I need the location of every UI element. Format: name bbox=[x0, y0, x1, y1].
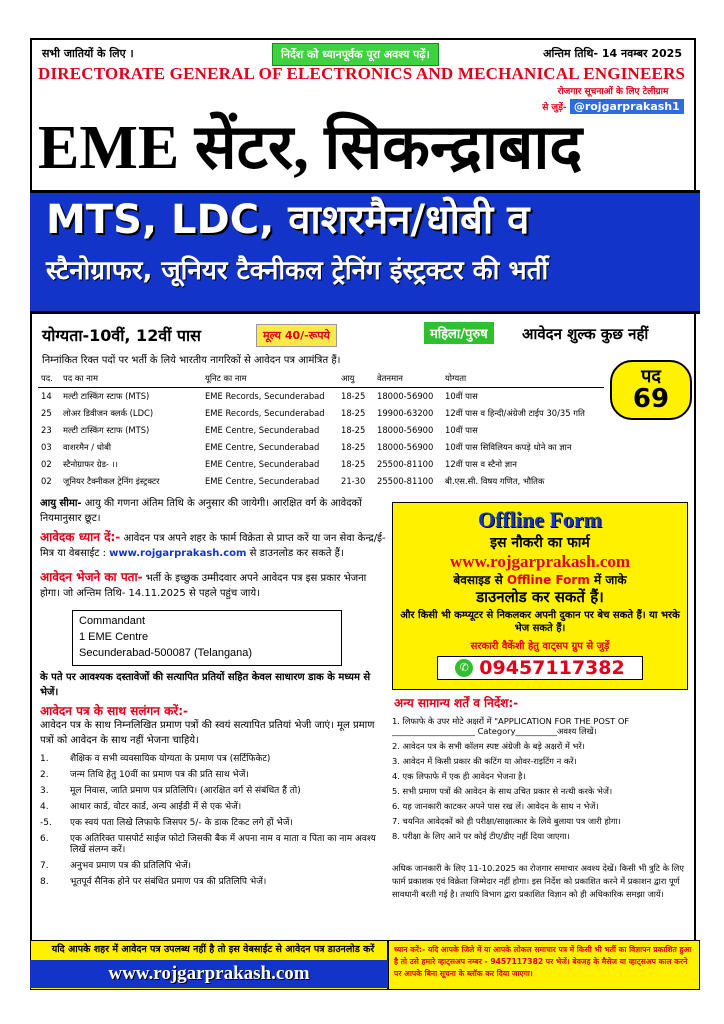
cell: 02 bbox=[41, 476, 52, 486]
phone-number: 09457117382 bbox=[479, 657, 625, 679]
terms-list bbox=[392, 716, 692, 846]
banner-line2: स्टैनोग्राफर, जूनियर टैक्नीकल ट्रेनिंग इंस्ट्रक्टर की भर्ती bbox=[46, 256, 549, 286]
application-fee: आवेदन शुल्क कुछ नहीं bbox=[522, 325, 649, 343]
attention-text: यदि आपके जिले में या आपके लोकल समाचार पत्र में किसी भी भर्ती का विज्ञापन प्रकाशित हुआ है तो उसे हमारे व्हाट्सअप नम्बर - 9457117382 पर भेजें। बेवजह के मैसेज या व्हाट्सअप काल करने पर आपके बिना सूचना के ब्लॉक कर दिया जाएगा। bbox=[394, 945, 692, 978]
address-label: आवेदन भेजने का पता- bbox=[40, 570, 143, 584]
table-row bbox=[38, 439, 604, 456]
cell: 03 bbox=[41, 442, 52, 452]
terms-title: अन्य सामान्य शर्तें व निर्देश:- bbox=[394, 696, 519, 710]
list-item: 2. आवेदन पत्र के सभी कॉलम स्पष्ट अंग्रेजी के बड़े अक्षरों में भरें। bbox=[392, 741, 585, 751]
age-label: आयु सीमा- bbox=[40, 498, 82, 509]
list-item: 4. आधार कार्ड, वोटर कार्ड, अन्य आईडी में से एक भेजें। bbox=[40, 802, 242, 812]
cell: 12वीं पास व हिन्दी/अंग्रेजी टाईप 30/35 गति bbox=[445, 407, 585, 418]
offline-line1: बेवसाइड से Offline Form में जाके bbox=[453, 573, 627, 587]
col-qualification: योग्यता bbox=[442, 370, 604, 388]
qualification: योग्यता-10वीं, 12वीं पास bbox=[42, 326, 201, 345]
whatsapp-icon: ✆ bbox=[455, 659, 473, 677]
attention-box bbox=[388, 940, 700, 990]
cell: स्टैनोग्राफर ग्रेड- ।। bbox=[63, 458, 118, 469]
cell: 18-25 bbox=[341, 425, 366, 435]
cell: 19900-63200 bbox=[377, 408, 434, 418]
notice-page bbox=[30, 38, 696, 986]
table-row bbox=[38, 388, 604, 405]
last-date: अन्तिम तिथि- 14 नवम्बर 2025 bbox=[543, 47, 682, 60]
cell: 18000-56900 bbox=[377, 425, 434, 435]
list-item: 3. मूल निवास, जाति प्रमाण पत्र प्रतिलिपि। (आरक्षित वर्ग से संबंधित हैं तो) bbox=[40, 786, 301, 796]
telegram-line1: रोजगार सूचनाओं के लिए टेलीग्राम bbox=[557, 87, 669, 97]
total-posts-badge bbox=[610, 360, 692, 420]
cell: EME Centre, Secunderabad bbox=[205, 476, 320, 486]
list-item: -5. एक स्वयं पता लिखे लिफाफे जिसपर 5/- के डाक टिकट लगे हों भेजें। bbox=[40, 818, 293, 828]
attach-title: आवेदन पत्र के साथ सलंगन करें:- bbox=[40, 704, 188, 718]
address-line: Secunderabad-500087 (Telangana) bbox=[79, 647, 253, 659]
cell: EME Records, Secunderabad bbox=[205, 391, 325, 402]
cell: 21-30 bbox=[341, 476, 366, 486]
col-post-name: पद का नाम bbox=[60, 370, 202, 388]
cell: मल्टी टास्किंग स्टाफ (MTS) bbox=[63, 424, 150, 435]
telegram-handle[interactable]: @rojgarprakash1 bbox=[570, 99, 684, 114]
banner-line1: MTS, LDC, वाशरमैन/धोबी व bbox=[46, 197, 530, 243]
note-label: आवेदक ध्यान दें:- bbox=[40, 530, 121, 544]
posts-label: पद bbox=[641, 366, 661, 387]
price-badge: मूल्य 40/-रूपये bbox=[256, 324, 337, 347]
download-text: यदि आपके शहर में आवेदन पत्र उपलब्ध नहीं है तो इस वेबसाईट से आवेदन पत्र डाउनलोड करें bbox=[51, 944, 375, 955]
cell: 10वीं पास bbox=[445, 424, 478, 435]
cell: 23 bbox=[41, 425, 52, 435]
extra-info: अधिक जानकारी के लिए 11-10.2025 का रोजगार समाचार अवश्य देखें। किसी भी त्रुटि के लिए फार्म प्रकाशक एवं विक्रेता जिम्मेदार नहीं होगा। इस निर्देश को प्रकाशित करने में प्रकाशन द्वारा पूर्ण सावधानी बरती गई है। तथापि विभाग द्वारा प्रकाशित विज्ञान को ही अधिकारिक समझा जायें। bbox=[392, 863, 684, 899]
cell: 18-25 bbox=[341, 408, 366, 418]
offline-line2: डाउनलोड कर सकतें हैं। bbox=[476, 588, 604, 606]
cell: 12वीं पास व स्टैनो ज्ञान bbox=[445, 458, 517, 469]
department-title: DIRECTORATE GENERAL OF ELECTRONICS AND MECHANICAL ENGINEERS bbox=[38, 64, 686, 83]
whatsapp-text: सरकारी वैकेंशी हेतु वाट्सप ग्रुप से जुड़ें bbox=[470, 641, 610, 652]
instruction-badge: निर्देश को ध्यानपूर्वक पूरा अवश्य पढ़ें। bbox=[272, 43, 439, 66]
table-row bbox=[38, 422, 604, 439]
cell: 10वीं पास सिविलियन कपड़े धोने का ज्ञान bbox=[445, 441, 572, 452]
cell: EME Centre, Secunderabad bbox=[205, 425, 320, 435]
gender-badge: महिला/पुरुष bbox=[424, 322, 494, 344]
cell: 18-25 bbox=[341, 459, 366, 469]
list-item: 8. भूतपूर्व सैनिक होने पर संबंधित प्रमाण पत्र की प्रतिलिपि भेजें। bbox=[40, 877, 267, 887]
list-item: 6. यह जानकारी काटकर अपने पास रख लें। आवेदन के साथ न भेजें। bbox=[392, 801, 599, 811]
list-item: 2. जन्म तिथि हेतु 10वीं का प्रमाण पत्र की प्रति साथ भेजें। bbox=[40, 770, 249, 780]
cell: बी.एस.सी. विषय गणित, भौतिक bbox=[445, 475, 545, 486]
offline-subtitle: इस नौकरी का फार्म bbox=[490, 535, 590, 551]
list-item: 8. परीक्षा के लिए आने पर कोई टीए/डीए नहीं दिया जाएगा। bbox=[392, 831, 570, 841]
address-line: Commandant bbox=[79, 615, 146, 627]
cell: 14 bbox=[41, 391, 52, 402]
intro-text: निम्नांकित रिक्त पदों पर भर्ती के लिये भारतीय नागरिकों से आवेदन पत्र आमंत्रित हैं। bbox=[42, 355, 341, 366]
offline-title: Offline Form bbox=[477, 507, 603, 532]
offline-form-box bbox=[392, 502, 688, 690]
age-text: आयु की गणना अंतिम तिथि के अनुसार की जायेगी। आरक्षित वर्ग के आवेदकों नियमानुसार छूट। bbox=[40, 498, 362, 524]
caste-note: सभी जातियों के लिए । bbox=[42, 47, 134, 60]
headline: EME सेंटर, सिकन्द्राबाद bbox=[38, 114, 583, 182]
cell: EME Centre, Secunderabad bbox=[205, 459, 320, 469]
documents-list bbox=[40, 754, 388, 893]
posts-total: 69 bbox=[632, 384, 670, 414]
list-item: 1. शैक्षिक व सभी व्यवसायिक योग्यता के प्रमाण पत्र (सर्टिफिकेट) bbox=[40, 754, 271, 764]
col-age: आयु bbox=[338, 370, 374, 388]
cell: 25500-81100 bbox=[377, 459, 434, 469]
age-limit bbox=[40, 496, 388, 526]
offline-url[interactable]: www.rojgarprakash.com bbox=[449, 552, 631, 571]
list-item: 4. एक लिफाफे में एक ही आवेदन भेजना है। bbox=[392, 771, 526, 781]
cell: लोअर डिवीजन क्लर्क (LDC) bbox=[63, 407, 154, 418]
list-item: 6. एक अतिरिक्त पासपोर्ट साईज फोटो जिसकी बैक में अपना नाम व माता व पिता का नाम अवश्य लिखें संलग्न करें। bbox=[40, 834, 376, 855]
footer-url[interactable]: www.rojgarprakash.com bbox=[30, 960, 388, 988]
col-pay: वेतनमान bbox=[374, 370, 442, 388]
list-item: 5. सभी प्रमाण पत्रों की आवेदन के साथ उचित प्रकार से नत्थी करके भेजें। bbox=[392, 786, 613, 796]
cell: EME Centre, Secunderabad bbox=[205, 442, 320, 452]
cell: 18000-56900 bbox=[377, 391, 434, 402]
cell: जूनियर टैक्नीकल ट्रेनिंग इंस्ट्रक्टर bbox=[63, 475, 160, 486]
whatsapp-number[interactable] bbox=[437, 656, 643, 680]
cell: 18-25 bbox=[341, 391, 366, 402]
attach-intro: आवेदन पत्र के साथ निम्नलिखित प्रमाण पत्रों की स्वयं सत्यापित प्रतियां भेजी जाएं। मूल प्रमाण पत्रों को आवेदन के साथ नहीं भेजना चाहिये। bbox=[40, 720, 375, 746]
cell: 25 bbox=[41, 408, 52, 418]
col-unit: यूनिट का नाम bbox=[202, 370, 338, 388]
cell: 10वीं पास bbox=[445, 390, 478, 401]
attention-label: ध्यान करें:- bbox=[394, 945, 426, 954]
cell: EME Records, Secunderabad bbox=[205, 408, 325, 418]
address-text: भर्ती के इच्छुक उम्मीदवार अपने आवेदन पत्र इस प्रकार भेजना होगा। जो अन्तिम तिथि- 14.11.2025 से पहले पहुंच जाये। bbox=[40, 573, 367, 599]
vacancy-table bbox=[38, 370, 604, 490]
table-row bbox=[38, 405, 604, 422]
list-item: 7. चयनित आवेदकों को ही परीक्षा/साक्षात्कार के लिये बुलाया पत्र जारी होगा। bbox=[392, 816, 621, 826]
telegram-line2: से जुड़ें- bbox=[542, 103, 567, 113]
address-section bbox=[40, 570, 388, 601]
address-line: 1 EME Centre bbox=[79, 631, 149, 643]
cell: 18-25 bbox=[341, 442, 366, 452]
offline-note: और किसी भी कम्प्यूटर से निकलकर अपनी दुकान पर बेच सकते हैं। या भरके भेज सकते हैं। bbox=[400, 610, 680, 634]
note-text: आवेदन पत्र अपने शहर के फार्म विक्रेता से प्राप्त करें या जन सेवा केन्द्र/ई-मित्र या वेबसाईट : bbox=[40, 533, 386, 559]
list-item: 7. अनुभव प्रमाण पत्र की प्रतिलिपि भेजें। bbox=[40, 861, 192, 871]
list-item: 1. लिफाफे के उपर मोटे अक्षरों में "APPLICATION FOR THE POST OF ____________________ Category__________अवश्य लिखें। bbox=[392, 716, 630, 736]
list-item: 3. आवेदन में किसी प्रकार की कटिंग या ओवर-राइटिंग न करें। bbox=[392, 756, 577, 766]
cell: मल्टी टास्किंग स्टाफ (MTS) bbox=[63, 390, 150, 401]
cell: वाशरमैन / धोबी bbox=[63, 441, 112, 452]
applicant-note bbox=[40, 530, 388, 561]
table-row bbox=[38, 473, 604, 490]
note-tail: से डाउनलोड कर सकते हैं। bbox=[249, 548, 344, 559]
cell: 02 bbox=[41, 459, 52, 469]
table-row bbox=[38, 456, 604, 473]
table-header-row bbox=[38, 370, 604, 388]
cell: 25500-81100 bbox=[377, 476, 434, 486]
address-box bbox=[72, 610, 342, 666]
cell: 18000-56900 bbox=[377, 442, 434, 452]
address-tail: के पते पर आवश्यक दस्तावेजों की सत्यापित प्रतियों सहित केवल साधारण डाक के मध्यम से भेजें। bbox=[40, 672, 371, 698]
col-posts: पद. bbox=[38, 370, 60, 388]
note-url[interactable]: www.rojgarprakash.com bbox=[109, 548, 247, 559]
